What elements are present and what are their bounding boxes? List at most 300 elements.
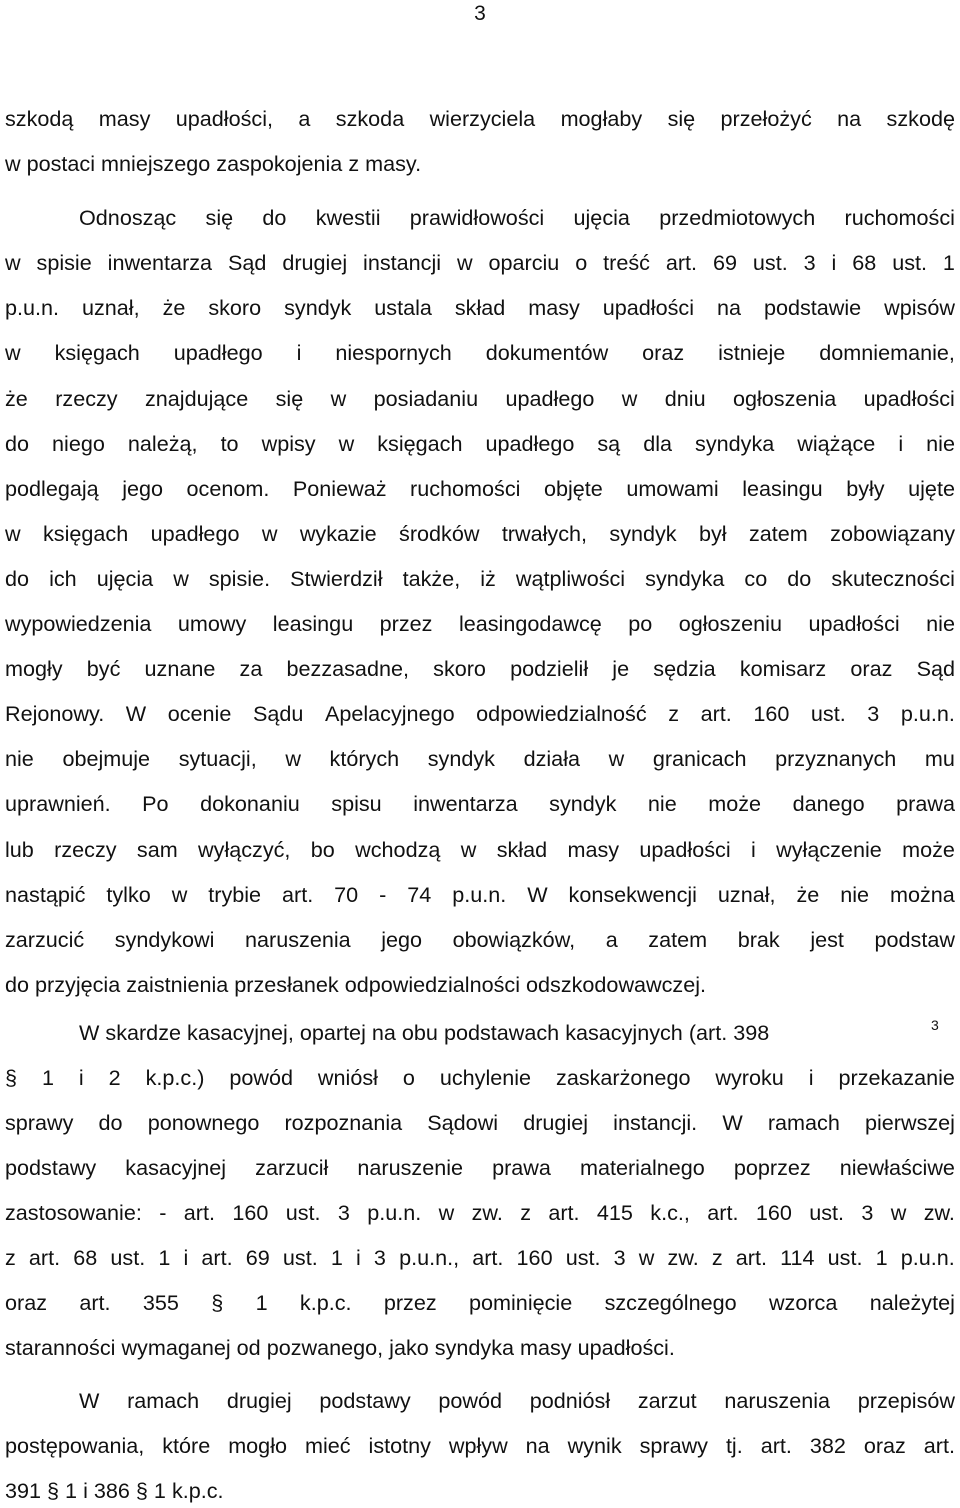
word: zaistnienia xyxy=(126,972,229,997)
word: art. xyxy=(735,1245,767,1270)
text-line xyxy=(5,654,955,684)
word: ponownego xyxy=(147,1110,260,1135)
word: inwentarza xyxy=(107,250,213,275)
word: w xyxy=(171,882,188,907)
word: wyroku xyxy=(715,1065,784,1090)
word: ust. xyxy=(892,250,927,275)
word: Sąd xyxy=(916,656,955,681)
word: wpisów xyxy=(884,295,955,320)
word: uznał, xyxy=(81,295,140,320)
word: jako xyxy=(389,1335,429,1360)
word: są xyxy=(597,431,621,456)
word: przesłanek xyxy=(234,972,339,997)
word: wypowiedzenia xyxy=(5,611,152,636)
text-line xyxy=(5,338,955,368)
word: 1 xyxy=(158,1245,171,1270)
word: ust. xyxy=(282,1245,318,1270)
word: na xyxy=(525,1433,550,1458)
word: podstawach xyxy=(443,1020,560,1045)
word: upadłości xyxy=(602,295,695,320)
text-line xyxy=(5,564,955,594)
word: zatem xyxy=(648,927,708,952)
word: art. xyxy=(700,701,732,726)
text-line xyxy=(5,104,955,134)
word: ogłoszenia xyxy=(732,386,837,411)
word: W xyxy=(79,1020,100,1045)
word: p.u.n. xyxy=(5,295,60,320)
word: 69 xyxy=(712,250,737,275)
text-line xyxy=(5,1243,955,1273)
word: 68 xyxy=(73,1245,98,1270)
word: trybie xyxy=(208,882,262,907)
word: k.p.c. xyxy=(171,1478,224,1503)
word: księgach xyxy=(54,340,140,365)
word: upadłości, xyxy=(175,106,274,131)
word: - xyxy=(159,1200,167,1225)
word: kasacyjnej xyxy=(125,1155,227,1180)
word: szkodą xyxy=(5,106,74,131)
word: się xyxy=(205,205,234,230)
word: syndyka xyxy=(434,1335,515,1360)
word: instancji xyxy=(363,250,442,275)
word: w xyxy=(621,386,638,411)
word: oraz xyxy=(863,1433,906,1458)
word: upadłego xyxy=(505,386,595,411)
word: w xyxy=(438,1200,455,1225)
word: i xyxy=(355,1245,361,1270)
word: ruchomości xyxy=(410,476,521,501)
word: instancji. xyxy=(613,1110,698,1135)
word: ich xyxy=(49,566,77,591)
word: 1 xyxy=(153,1478,166,1503)
word: p.u.n. xyxy=(900,701,955,726)
word: że xyxy=(162,295,186,320)
text-line xyxy=(5,1153,955,1183)
word: nie xyxy=(926,611,955,636)
word: szczególnego xyxy=(604,1290,737,1315)
word: ust. xyxy=(809,1200,845,1225)
word: podniósł xyxy=(529,1388,611,1413)
word: Sądu xyxy=(252,701,304,726)
word: może xyxy=(708,791,762,816)
word: które xyxy=(162,1433,211,1458)
word: 391 xyxy=(5,1478,42,1503)
word: w xyxy=(5,250,21,275)
word: mu xyxy=(924,746,955,771)
word: przepisów xyxy=(857,1388,955,1413)
word: do xyxy=(262,205,287,230)
word: ust. xyxy=(110,1245,146,1270)
word: do xyxy=(5,431,30,456)
word: skład xyxy=(496,837,548,862)
word: art. xyxy=(548,1200,580,1225)
word: z xyxy=(5,1245,16,1270)
word: uprawnień. xyxy=(5,791,111,816)
word: drugiej xyxy=(523,1110,589,1135)
word: skardze xyxy=(105,1020,182,1045)
word: tylko xyxy=(106,882,151,907)
word: 3 xyxy=(861,1200,874,1225)
word: kasacyjnej, xyxy=(187,1020,294,1045)
word: upadłości xyxy=(863,386,955,411)
word: w xyxy=(261,521,278,546)
text-line xyxy=(5,429,955,459)
word: ruchomości xyxy=(844,205,955,230)
text-line xyxy=(5,1431,955,1461)
word: objęte xyxy=(543,476,603,501)
word: nie xyxy=(840,882,870,907)
word: leasingu xyxy=(742,476,823,501)
word: mieć xyxy=(304,1433,351,1458)
word: podstaw xyxy=(874,927,955,952)
text-line xyxy=(5,248,955,278)
word: art. xyxy=(28,1245,61,1270)
word: i xyxy=(898,431,904,456)
word: powód xyxy=(229,1065,293,1090)
superscript: 3 xyxy=(931,1017,939,1033)
word: p.u.n., xyxy=(399,1245,460,1270)
word: i xyxy=(183,1245,189,1270)
word: przedmiotowych xyxy=(659,205,816,230)
word: przez xyxy=(379,611,433,636)
word: prawidłowości xyxy=(409,205,545,230)
word: naruszenie xyxy=(357,1155,464,1180)
word: mogły xyxy=(5,656,63,681)
word: w xyxy=(5,151,21,176)
word: odpowiedzialność xyxy=(476,701,647,726)
word: art. xyxy=(707,1200,739,1225)
word: 415 xyxy=(596,1200,633,1225)
word: umowami xyxy=(626,476,719,501)
word: i xyxy=(831,250,837,275)
word: 355 xyxy=(142,1290,179,1315)
text-line xyxy=(5,789,955,819)
word: podlegają xyxy=(5,476,99,501)
word: p.u.n. xyxy=(367,1200,422,1225)
word: ocenom. xyxy=(186,476,270,501)
word: to xyxy=(220,431,239,456)
word: art. xyxy=(665,250,698,275)
word: zw. xyxy=(923,1200,955,1225)
word: je xyxy=(612,656,630,681)
word: skuteczności xyxy=(831,566,955,591)
text-line xyxy=(5,1198,955,1228)
word: 3 xyxy=(373,1245,386,1270)
word: po xyxy=(628,611,653,636)
word: mniejszego xyxy=(101,151,211,176)
word: - xyxy=(379,882,387,907)
text-line xyxy=(5,1108,955,1138)
word: w xyxy=(285,746,301,771)
word: leasingodawcę xyxy=(458,611,602,636)
word: sprawy xyxy=(5,1110,74,1135)
section-sign: § xyxy=(5,1065,18,1090)
word: i xyxy=(808,1065,814,1090)
word: 68 xyxy=(852,250,877,275)
text-line xyxy=(5,1288,955,1318)
word: k.p.c. xyxy=(299,1290,352,1315)
word: nastąpić xyxy=(5,882,86,907)
word: do xyxy=(787,566,812,591)
word: ocenie xyxy=(167,701,232,726)
word: szkoda xyxy=(335,106,405,131)
word: oparciu xyxy=(488,250,560,275)
word: znajdujące xyxy=(144,386,249,411)
word: jest xyxy=(810,927,844,952)
word: 2 xyxy=(108,1065,121,1090)
word: ramach xyxy=(767,1110,840,1135)
word: wiążące xyxy=(797,431,876,456)
text-line xyxy=(5,519,955,549)
word: Ponieważ xyxy=(292,476,387,501)
word: dokonaniu xyxy=(200,791,300,816)
word: zarzut xyxy=(637,1388,697,1413)
text-line xyxy=(5,1333,955,1363)
word: Rejonowy. xyxy=(5,701,105,726)
word: brak xyxy=(737,927,780,952)
word: leasingu xyxy=(272,611,354,636)
word: zaspokojenia xyxy=(216,151,343,176)
word: bo xyxy=(310,837,335,862)
word: z xyxy=(348,151,360,176)
word: ramach xyxy=(127,1388,200,1413)
word: ogłoszeniu xyxy=(678,611,782,636)
word: masy xyxy=(520,1335,572,1360)
word: się xyxy=(667,106,696,131)
word: obowiązków, xyxy=(452,927,576,952)
word: w xyxy=(890,1200,907,1225)
text-line xyxy=(5,203,955,233)
text-line xyxy=(5,1018,955,1048)
page-number: 3 xyxy=(474,2,486,25)
word: zatem xyxy=(748,521,808,546)
text-line xyxy=(5,474,955,504)
word: art. xyxy=(282,882,314,907)
text-line xyxy=(5,1063,955,1093)
word: co xyxy=(744,566,768,591)
word: ujęcia xyxy=(96,566,154,591)
word: wynik xyxy=(567,1433,622,1458)
word: W xyxy=(79,1388,100,1413)
word: syndyk xyxy=(284,295,352,320)
word: skład xyxy=(454,295,506,320)
text-line xyxy=(5,293,955,323)
text-line xyxy=(5,970,955,1000)
word: kwestii xyxy=(315,205,381,230)
word: mogło xyxy=(228,1433,288,1458)
word: 69 xyxy=(245,1245,270,1270)
word: rozpoznania xyxy=(284,1110,403,1135)
word: wyłączyć, xyxy=(198,837,291,862)
text-line xyxy=(5,880,955,910)
word: wyłączenie xyxy=(776,837,882,862)
word: p.u.n. xyxy=(452,882,507,907)
word: na xyxy=(371,1020,396,1045)
word: syndyka xyxy=(695,431,775,456)
word: staranności xyxy=(5,1335,116,1360)
word: podstawie xyxy=(763,295,862,320)
word: i xyxy=(296,340,302,365)
text-line xyxy=(5,1476,955,1506)
section-sign: § xyxy=(47,1478,60,1503)
word: posiadaniu xyxy=(373,386,479,411)
word: ust. xyxy=(752,250,788,275)
word: przyjęcia xyxy=(35,972,121,997)
word: dokumentów xyxy=(485,340,609,365)
word: wykazie xyxy=(299,521,377,546)
word: Stwierdził xyxy=(290,566,383,591)
word: masy xyxy=(567,837,620,862)
word: naruszenia xyxy=(724,1388,831,1413)
word: zw. xyxy=(471,1200,503,1225)
word: niewłaściwe xyxy=(839,1155,955,1180)
word: iż xyxy=(480,566,496,591)
word: ustala xyxy=(374,295,432,320)
word: 70 xyxy=(334,882,359,907)
text-line xyxy=(5,384,955,414)
word: ujęte xyxy=(908,476,955,501)
word: ujęcia xyxy=(573,205,630,230)
word: w xyxy=(638,1245,655,1270)
word: być xyxy=(86,656,121,681)
word: k.p.c.) xyxy=(145,1065,205,1090)
word: ust. xyxy=(565,1245,601,1270)
word: treść xyxy=(603,250,650,275)
word: 398 xyxy=(733,1020,770,1045)
word: p.u.n. xyxy=(900,1245,955,1270)
word: odpowiedzialności xyxy=(344,972,520,997)
word: spisie xyxy=(36,250,92,275)
word: 160 xyxy=(753,701,790,726)
word: (art. xyxy=(688,1020,728,1045)
word: jego xyxy=(122,476,164,501)
word: 3 xyxy=(337,1200,350,1225)
word: pozwanego, xyxy=(266,1335,384,1360)
text-line xyxy=(5,925,955,955)
text-line xyxy=(5,1386,955,1416)
word: wątpliwości xyxy=(515,566,626,591)
word: podstawy xyxy=(5,1155,97,1180)
word: 1 xyxy=(875,1245,888,1270)
word: i xyxy=(78,1065,84,1090)
word: może xyxy=(902,837,955,862)
text-line xyxy=(5,149,955,179)
word: że xyxy=(5,386,28,411)
word: prawa xyxy=(896,791,955,816)
word: do xyxy=(98,1110,123,1135)
word: podzielił xyxy=(510,656,589,681)
word: należytej xyxy=(869,1290,955,1315)
word: rzeczy xyxy=(55,386,118,411)
word: przełożyć xyxy=(720,106,812,131)
word: uznane xyxy=(144,656,216,681)
word: masy. xyxy=(365,151,422,176)
word: niego xyxy=(52,431,105,456)
word: od xyxy=(236,1335,261,1360)
word: 1 xyxy=(942,250,955,275)
word: o xyxy=(575,250,588,275)
word: drugiej xyxy=(226,1388,292,1413)
word: 114 xyxy=(780,1245,815,1270)
word: sam xyxy=(136,837,178,862)
word: zarzucił xyxy=(255,1155,329,1180)
word: działa xyxy=(523,746,580,771)
word: rzeczy xyxy=(54,837,117,862)
word: wchodzą xyxy=(355,837,441,862)
word: środków xyxy=(399,521,480,546)
word: opartej xyxy=(299,1020,366,1045)
word: w xyxy=(608,746,625,771)
word: komisarz xyxy=(739,656,827,681)
word: Sądowi xyxy=(427,1110,499,1135)
word: zw. xyxy=(667,1245,699,1270)
word: uchylenie xyxy=(439,1065,532,1090)
word: niespornych xyxy=(335,340,452,365)
word: księgach xyxy=(42,521,129,546)
word: w xyxy=(330,386,347,411)
word: naruszenia xyxy=(245,927,351,952)
word: W xyxy=(527,882,548,907)
word: nie xyxy=(5,746,34,771)
word: prawa xyxy=(492,1155,551,1180)
word: przez xyxy=(383,1290,437,1315)
word: granicach xyxy=(652,746,747,771)
word: inwentarza xyxy=(413,791,518,816)
word: wpisy xyxy=(261,431,316,456)
word: masy xyxy=(98,106,151,131)
word: przyznanych xyxy=(775,746,897,771)
word: wzorca xyxy=(768,1290,838,1315)
word: wierzyciela xyxy=(429,106,536,131)
word: 160 xyxy=(755,1200,792,1225)
word: a xyxy=(298,106,311,131)
word: w xyxy=(456,250,473,275)
word: oraz xyxy=(5,1290,48,1315)
word: upadłego xyxy=(150,521,240,546)
word: upadłości xyxy=(639,837,731,862)
word: 160 xyxy=(516,1245,553,1270)
word: 160 xyxy=(232,1200,269,1225)
word: szkodę xyxy=(886,106,955,131)
word: wniósł xyxy=(317,1065,378,1090)
word: w xyxy=(460,837,477,862)
word: syndyk xyxy=(549,791,617,816)
word: danego xyxy=(792,791,865,816)
word: 3 xyxy=(613,1245,626,1270)
word: przekazanie xyxy=(838,1065,955,1090)
word: syndyk xyxy=(427,746,495,771)
word: w xyxy=(5,521,21,546)
word: trwałych, xyxy=(501,521,588,546)
word: umowy xyxy=(177,611,247,636)
word: W xyxy=(125,701,147,726)
word: upadłego xyxy=(485,431,575,456)
word: że xyxy=(796,882,820,907)
word: bezzasadne, xyxy=(286,656,409,681)
word: w xyxy=(173,566,189,591)
word: były xyxy=(846,476,885,501)
word: sędzia xyxy=(653,656,716,681)
word: ust. xyxy=(827,1245,863,1270)
word: art. xyxy=(923,1433,955,1458)
word: i xyxy=(750,837,756,862)
word: był xyxy=(698,521,727,546)
word: pierwszej xyxy=(864,1110,955,1135)
word: Apelacyjnego xyxy=(324,701,455,726)
word: istnieje xyxy=(718,340,786,365)
word: pominięcie xyxy=(469,1290,573,1315)
word: 3 xyxy=(803,250,816,275)
